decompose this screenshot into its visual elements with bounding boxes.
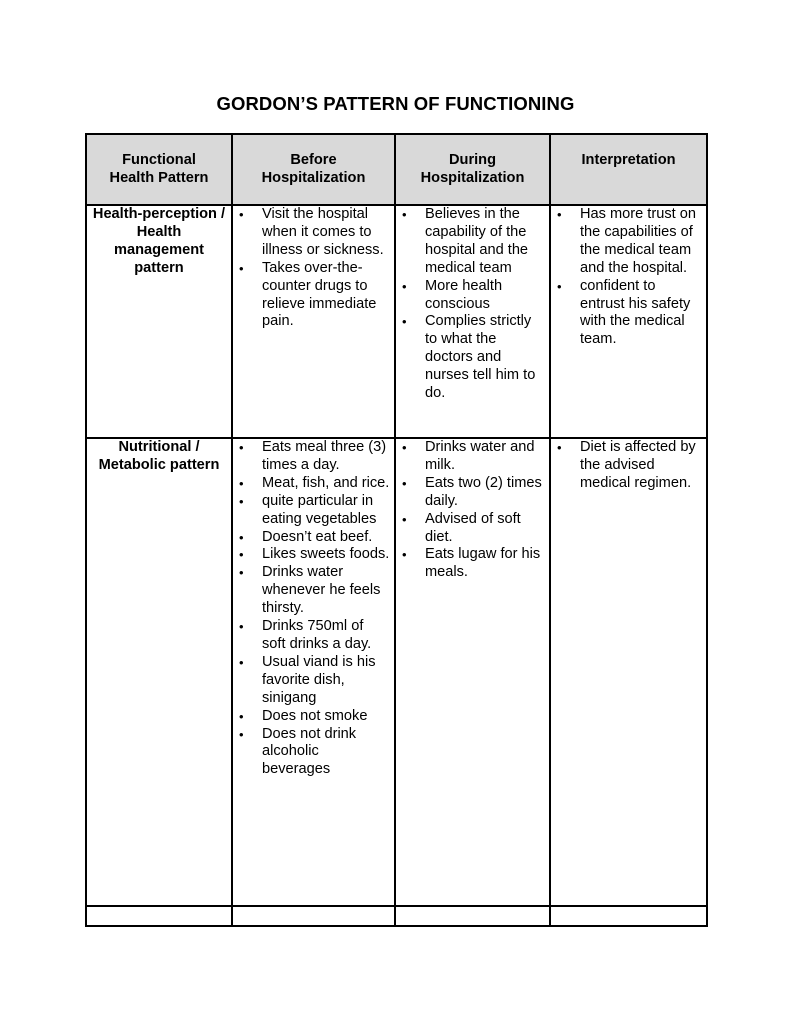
empty-cell bbox=[395, 906, 550, 926]
before-cell bbox=[232, 205, 395, 438]
list-item: • Does not smoke bbox=[233, 708, 390, 726]
table-row bbox=[86, 205, 707, 438]
pattern-cell bbox=[86, 205, 232, 438]
list-item: • Takes over-the-counter drugs to relieve immediate pain. bbox=[233, 260, 390, 332]
list-item: • Advised of soft diet. bbox=[396, 511, 545, 547]
page-title: GORDON’S PATTERN OF FUNCTIONING bbox=[216, 93, 575, 114]
list-item: • quite particular in eating vegetables bbox=[233, 493, 390, 529]
list-item: • Drinks 750ml of soft drinks a day. bbox=[233, 618, 390, 654]
interpretation-cell bbox=[550, 438, 707, 906]
list-item: • Meat, fish, and rice. bbox=[233, 475, 390, 493]
header-before-hospitalization: Before Hospitalization bbox=[232, 134, 395, 205]
pattern-name: Nutritional / Metabolic pattern bbox=[98, 439, 220, 473]
list-item: • Complies strictly to what the doctors and nurses tell him to do. bbox=[396, 313, 545, 403]
list-item: • Has more trust on the capabilities of the medical team and the hospital. bbox=[551, 206, 702, 278]
list-item: • confident to entrust his safety with the medical team. bbox=[551, 278, 702, 350]
pattern-name: Health-perception / Health management pattern bbox=[92, 206, 226, 276]
during-cell bbox=[395, 438, 550, 906]
list-item: • Usual viand is his favorite dish, sinigang bbox=[233, 654, 390, 708]
table-row-empty bbox=[86, 906, 707, 926]
list-item: • Diet is affected by the advised medical regimen. bbox=[551, 439, 702, 493]
header-interpretation: Interpretation bbox=[550, 134, 707, 205]
interpretation-cell bbox=[550, 205, 707, 438]
gordon-pattern-table bbox=[85, 133, 708, 927]
pattern-cell bbox=[86, 438, 232, 906]
list-item: • Likes sweets foods. bbox=[233, 546, 390, 564]
table-header-row bbox=[86, 134, 707, 205]
list-item: • Eats two (2) times daily. bbox=[396, 475, 545, 511]
header-functional-health-pattern: Functional Health Pattern bbox=[86, 134, 232, 205]
during-cell bbox=[395, 205, 550, 438]
before-cell bbox=[232, 438, 395, 906]
list-item: • Eats lugaw for his meals. bbox=[396, 546, 545, 582]
header-during-hospitalization: During Hospitalization bbox=[395, 134, 550, 205]
list-item: • Drinks water and milk. bbox=[396, 439, 545, 475]
empty-cell bbox=[550, 906, 707, 926]
list-item: • Doesn’t eat beef. bbox=[233, 529, 390, 547]
list-item: • Eats meal three (3) times a day. bbox=[233, 439, 390, 475]
empty-cell bbox=[86, 906, 232, 926]
list-item: • Drinks water whenever he feels thirsty. bbox=[233, 564, 390, 618]
list-item: • Visit the hospital when it comes to illness or sickness. bbox=[233, 206, 390, 260]
table-row bbox=[86, 438, 707, 906]
empty-cell bbox=[232, 906, 395, 926]
list-item: • Believes in the capability of the hospital and the medical team bbox=[396, 206, 545, 278]
list-item: • More health conscious bbox=[396, 278, 545, 314]
list-item: • Does not drink alcoholic beverages bbox=[233, 726, 390, 780]
